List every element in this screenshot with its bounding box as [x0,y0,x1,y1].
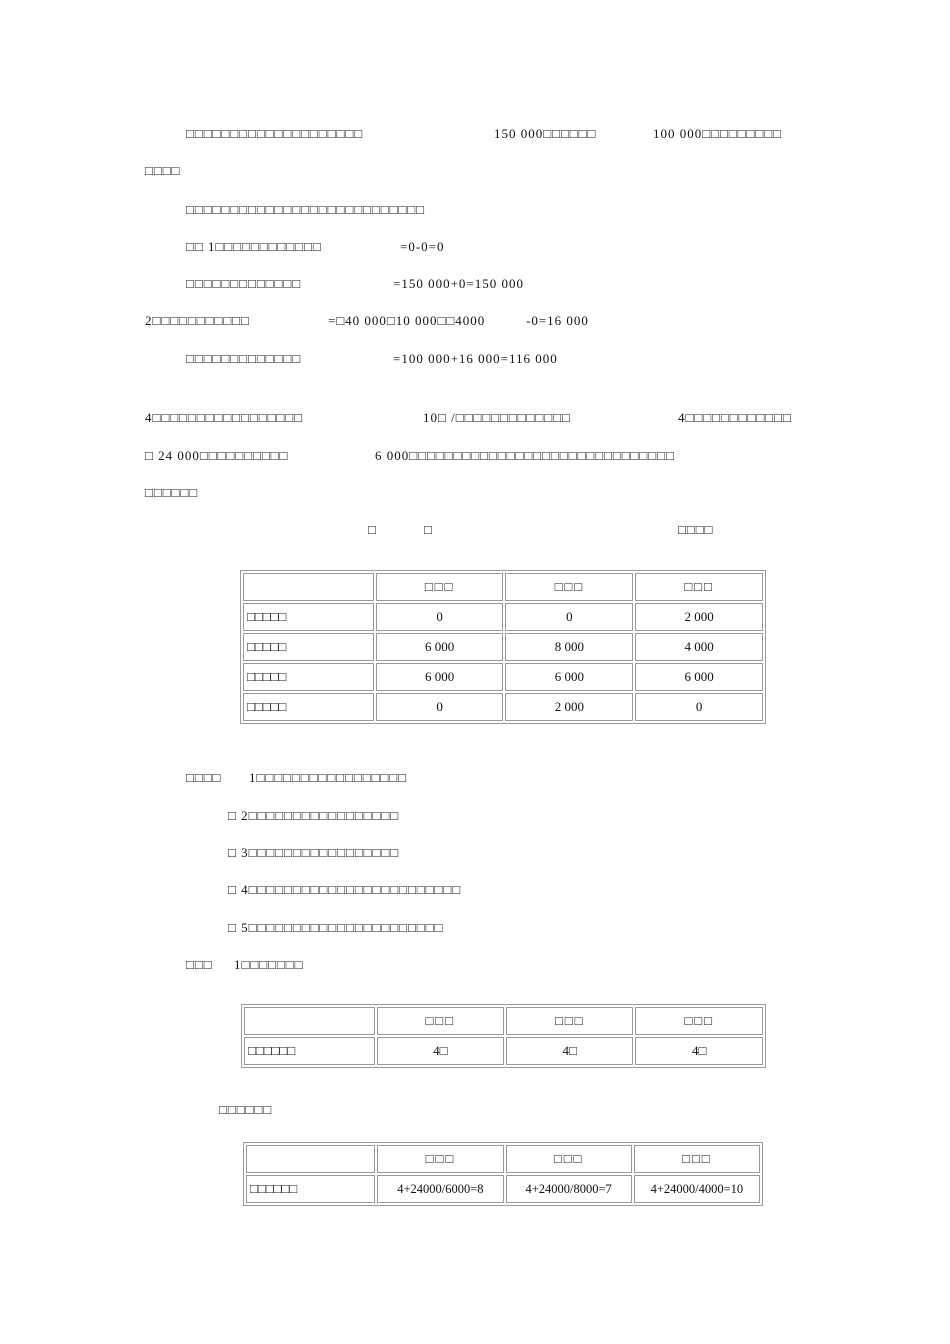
table-header-cell: □□□ [635,573,763,601]
table-header-row [243,573,763,601]
table-row [243,603,763,631]
row-label: □□□□□□ [244,1037,375,1065]
para1-text-a: □□□□□□□□□□□□□□□□□□□□ [186,126,364,141]
table-cell: 4+24000/8000=7 [506,1175,632,1203]
table-cell: 0 [376,603,504,631]
formula1-label: □□ 1□□□□□□□□□□□□ [186,239,322,254]
table-cell: 4 000 [635,633,763,661]
table-cell: 0 [635,693,763,721]
table-row [243,693,763,721]
table-header-cell [246,1145,375,1173]
row-label: □□□□□ [243,663,374,691]
table-header-row [246,1145,760,1173]
table-caption-unit: □□□□ [678,522,714,537]
question4-text-c: 4□□□□□□□□□□□□ [678,410,792,425]
question4-text-b: 10□ /□□□□□□□□□□□□□ [423,410,571,425]
requirement-3: □ 3□□□□□□□□□□□□□□□□□ [228,845,400,860]
static-payback-table [241,1004,766,1068]
table-header-cell: □□□ [376,573,504,601]
table-cell: 2 000 [505,693,633,721]
table-cell: 6 000 [376,633,504,661]
table-header-cell: □□□ [506,1007,633,1035]
question4-text-d: □ 24 000□□□□□□□□□□ [145,448,289,463]
row-label: □□□□□ [243,633,374,661]
table-cell: 0 [376,693,504,721]
table-cell: 2 000 [635,603,763,631]
table-header-cell: □□□ [506,1145,632,1173]
table-cell: 4□ [635,1037,763,1065]
answer-1-heading: 1□□□□□□□ [234,957,304,972]
table-cell: 4+24000/6000=8 [377,1175,503,1203]
para1-text-c: 100 000□□□□□□□□□ [653,126,782,141]
formula2-value: =150 000+0=150 000 [393,276,524,291]
table-row [246,1175,760,1203]
subheading-2: □□□□□□ [219,1102,273,1117]
table-header-cell: □□□ [634,1145,760,1173]
formula4-value: =100 000+16 000=116 000 [393,351,558,366]
table-cell: 0 [505,603,633,631]
table-header-cell: □□□ [377,1145,503,1173]
table-header-cell: □□□ [377,1007,504,1035]
table-row [243,663,763,691]
formula3-value-b: -0=16 000 [526,313,589,328]
question4-text-e: 6 000□□□□□□□□□□□□□□□□□□□□□□□□□□□□□□ [375,448,675,463]
payback-calc-table [243,1142,763,1206]
question4-text-f: □□□□□□ [145,485,199,500]
requirement-intro: □□□□ [186,770,222,785]
row-label: □□□□□ [243,603,374,631]
table-cell: 8 000 [505,633,633,661]
table-header-cell: □□□ [505,573,633,601]
formula2-label: □□□□□□□□□□□□□ [186,276,302,291]
table-row [243,633,763,661]
row-label: □□□□□ [243,693,374,721]
para1-text-b: 150 000□□□□□□ [494,126,597,141]
cashflow-table [240,570,766,724]
table-header-row [244,1007,763,1035]
para1-text-d: □□□□ [145,163,181,178]
table-cell: 4□ [377,1037,504,1065]
table-header-cell [243,573,374,601]
formula1-value: =0-0=0 [400,239,445,254]
formula3-label: 2□□□□□□□□□□□ [145,313,250,328]
table-header-cell: □□□ [635,1007,763,1035]
formula3-value-a: =□40 000□10 000□□4000 [328,313,486,328]
row-label: □□□□□□ [246,1175,375,1203]
answer-intro: □□□ [186,957,213,972]
table-cell: 4□ [506,1037,633,1065]
table-cell: 6 000 [635,663,763,691]
formula4-label: □□□□□□□□□□□□□ [186,351,302,366]
requirement-4: □ 4□□□□□□□□□□□□□□□□□□□□□□□□ [228,882,462,897]
requirement-1: 1□□□□□□□□□□□□□□□□□ [249,770,407,785]
para2-text: □□□□□□□□□□□□□□□□□□□□□□□□□□□ [186,202,426,217]
question4-text-a: 4□□□□□□□□□□□□□□□□□ [145,410,303,425]
table-cell: 4+24000/4000=10 [634,1175,760,1203]
table-cell: 6 000 [376,663,504,691]
requirement-2: □ 2□□□□□□□□□□□□□□□□□ [228,808,400,823]
table-row [244,1037,763,1065]
table-caption-b: □ [424,522,433,537]
table-cell: 6 000 [505,663,633,691]
table-caption-a: □ [368,522,377,537]
table-header-cell [244,1007,375,1035]
requirement-5: □ 5□□□□□□□□□□□□□□□□□□□□□□ [228,920,444,935]
